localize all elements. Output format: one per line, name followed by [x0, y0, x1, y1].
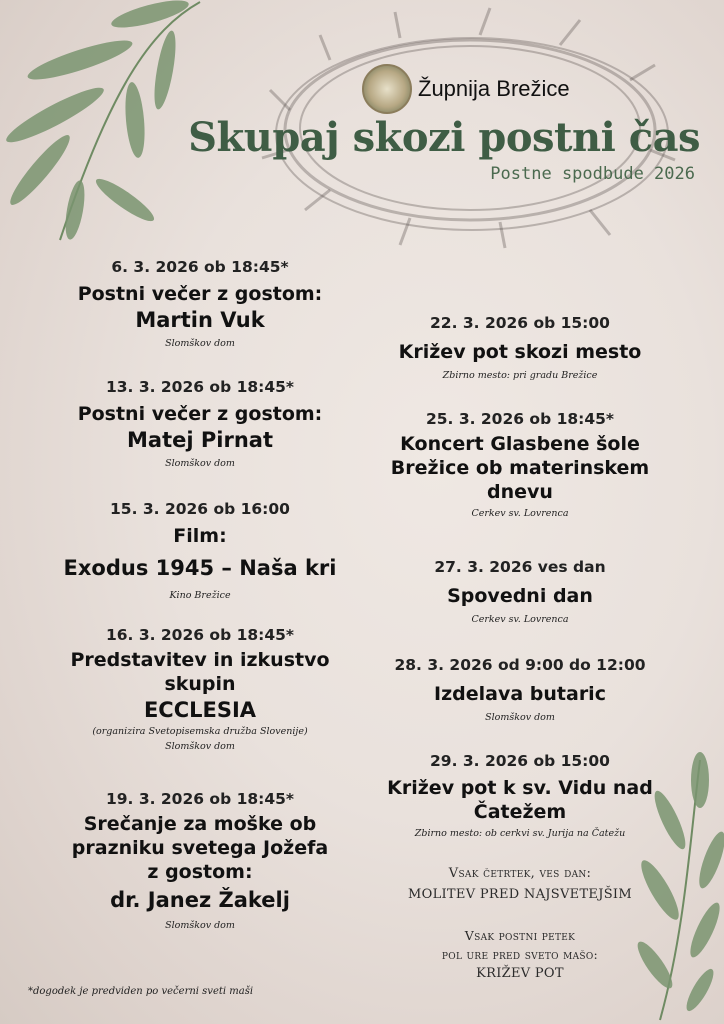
- event-location: Slomškov dom: [485, 712, 555, 723]
- olive-branch-icon: [0, 0, 210, 250]
- event-title: Predstavitev in izkustvo: [70, 649, 330, 671]
- event-8: [360, 558, 680, 625]
- event-date: 13. 3. 2026 ob 18:45*: [105, 378, 295, 396]
- event-location: Slomškov dom: [165, 920, 235, 931]
- event-guest: Exodus 1945 – Naša kri: [63, 556, 337, 580]
- parish-name: Župnija Brežice: [418, 76, 570, 101]
- event-date: 15. 3. 2026 ob 16:00: [110, 500, 290, 518]
- event-date: 19. 3. 2026 ob 18:45*: [105, 790, 295, 808]
- page-title: Skupaj skozi postni čas: [188, 114, 700, 161]
- event-title: Križev pot k sv. Vidu nad: [387, 777, 653, 799]
- event-title-line3: z gostom:: [147, 861, 253, 883]
- page-subtitle: Postne spodbude 2026: [490, 164, 695, 184]
- event-location: Zbirno mesto: ob cerkvi sv. Jurija na Čatežu: [414, 828, 626, 839]
- event-5: [40, 790, 360, 931]
- event-date: 29. 3. 2026 ob 15:00: [430, 752, 610, 770]
- event-date: 16. 3. 2026 ob 18:45*: [105, 626, 295, 644]
- event-date: 25. 3. 2026 ob 18:45*: [425, 410, 615, 428]
- event-title-line2: prazniku svetega Jožefa: [71, 837, 329, 859]
- parish-logo-icon: [362, 64, 412, 114]
- event-note: (organizira Svetopisemska družba Slovenije): [92, 726, 308, 737]
- event-date: 6. 3. 2026 ob 18:45*: [111, 258, 289, 276]
- event-1: [40, 258, 360, 349]
- event-location: Slomškov dom: [165, 741, 235, 752]
- footnote: *dogodek je predviden po večerni sveti maši: [28, 986, 254, 997]
- event-6: [360, 314, 680, 381]
- event-title: Koncert Glasbene šole: [400, 433, 640, 455]
- friday-label-2: pol ure pred sveto mašo:: [441, 947, 599, 962]
- event-2: [40, 378, 360, 469]
- event-title: Postni večer z gostom:: [77, 403, 323, 425]
- event-location: Kino Brežice: [169, 590, 231, 601]
- event-location: Slomškov dom: [165, 458, 235, 469]
- event-location: Zbirno mesto: pri gradu Brežice: [442, 370, 598, 381]
- friday-label: Vsak postni petek: [464, 928, 576, 943]
- thursday-text: MOLITEV PRED NAJSVETEJŠIM: [408, 887, 632, 902]
- event-guest: Martin Vuk: [135, 308, 265, 332]
- event-title-line2: Čatežem: [473, 801, 567, 823]
- weekly-friday: [360, 928, 680, 981]
- event-guest: dr. Janez Žakelj: [110, 888, 290, 912]
- event-title: Srečanje za moške ob: [83, 813, 317, 835]
- event-3: [40, 500, 360, 601]
- event-title: Križev pot skozi mesto: [398, 341, 642, 363]
- event-location: Slomškov dom: [165, 338, 235, 349]
- event-guest: ECCLESIA: [143, 698, 257, 722]
- friday-text: KRIŽEV POT: [476, 966, 564, 981]
- event-title-line2: Brežice ob materinskem: [390, 457, 650, 479]
- event-location: Cerkev sv. Lovrenca: [471, 508, 569, 519]
- event-9: [360, 656, 680, 723]
- event-title-line3: dnevu: [487, 481, 553, 503]
- event-10: [360, 752, 680, 839]
- event-date: 22. 3. 2026 ob 15:00: [430, 314, 610, 332]
- event-title-line2: skupin: [164, 673, 236, 695]
- event-title: Film:: [173, 525, 227, 547]
- event-title: Postni večer z gostom:: [77, 283, 323, 305]
- weekly-thursday: [360, 866, 680, 902]
- event-4: [40, 626, 360, 752]
- event-7: [360, 410, 680, 519]
- thursday-label: Vsak četrtek, ves dan:: [448, 866, 592, 881]
- event-location: Cerkev sv. Lovrenca: [471, 614, 569, 625]
- event-title: Spovedni dan: [447, 585, 593, 607]
- event-date: 27. 3. 2026 ves dan: [434, 558, 606, 576]
- event-title: Izdelava butaric: [434, 683, 606, 705]
- event-date: 28. 3. 2026 od 9:00 do 12:00: [394, 656, 646, 674]
- event-guest: Matej Pirnat: [127, 428, 273, 452]
